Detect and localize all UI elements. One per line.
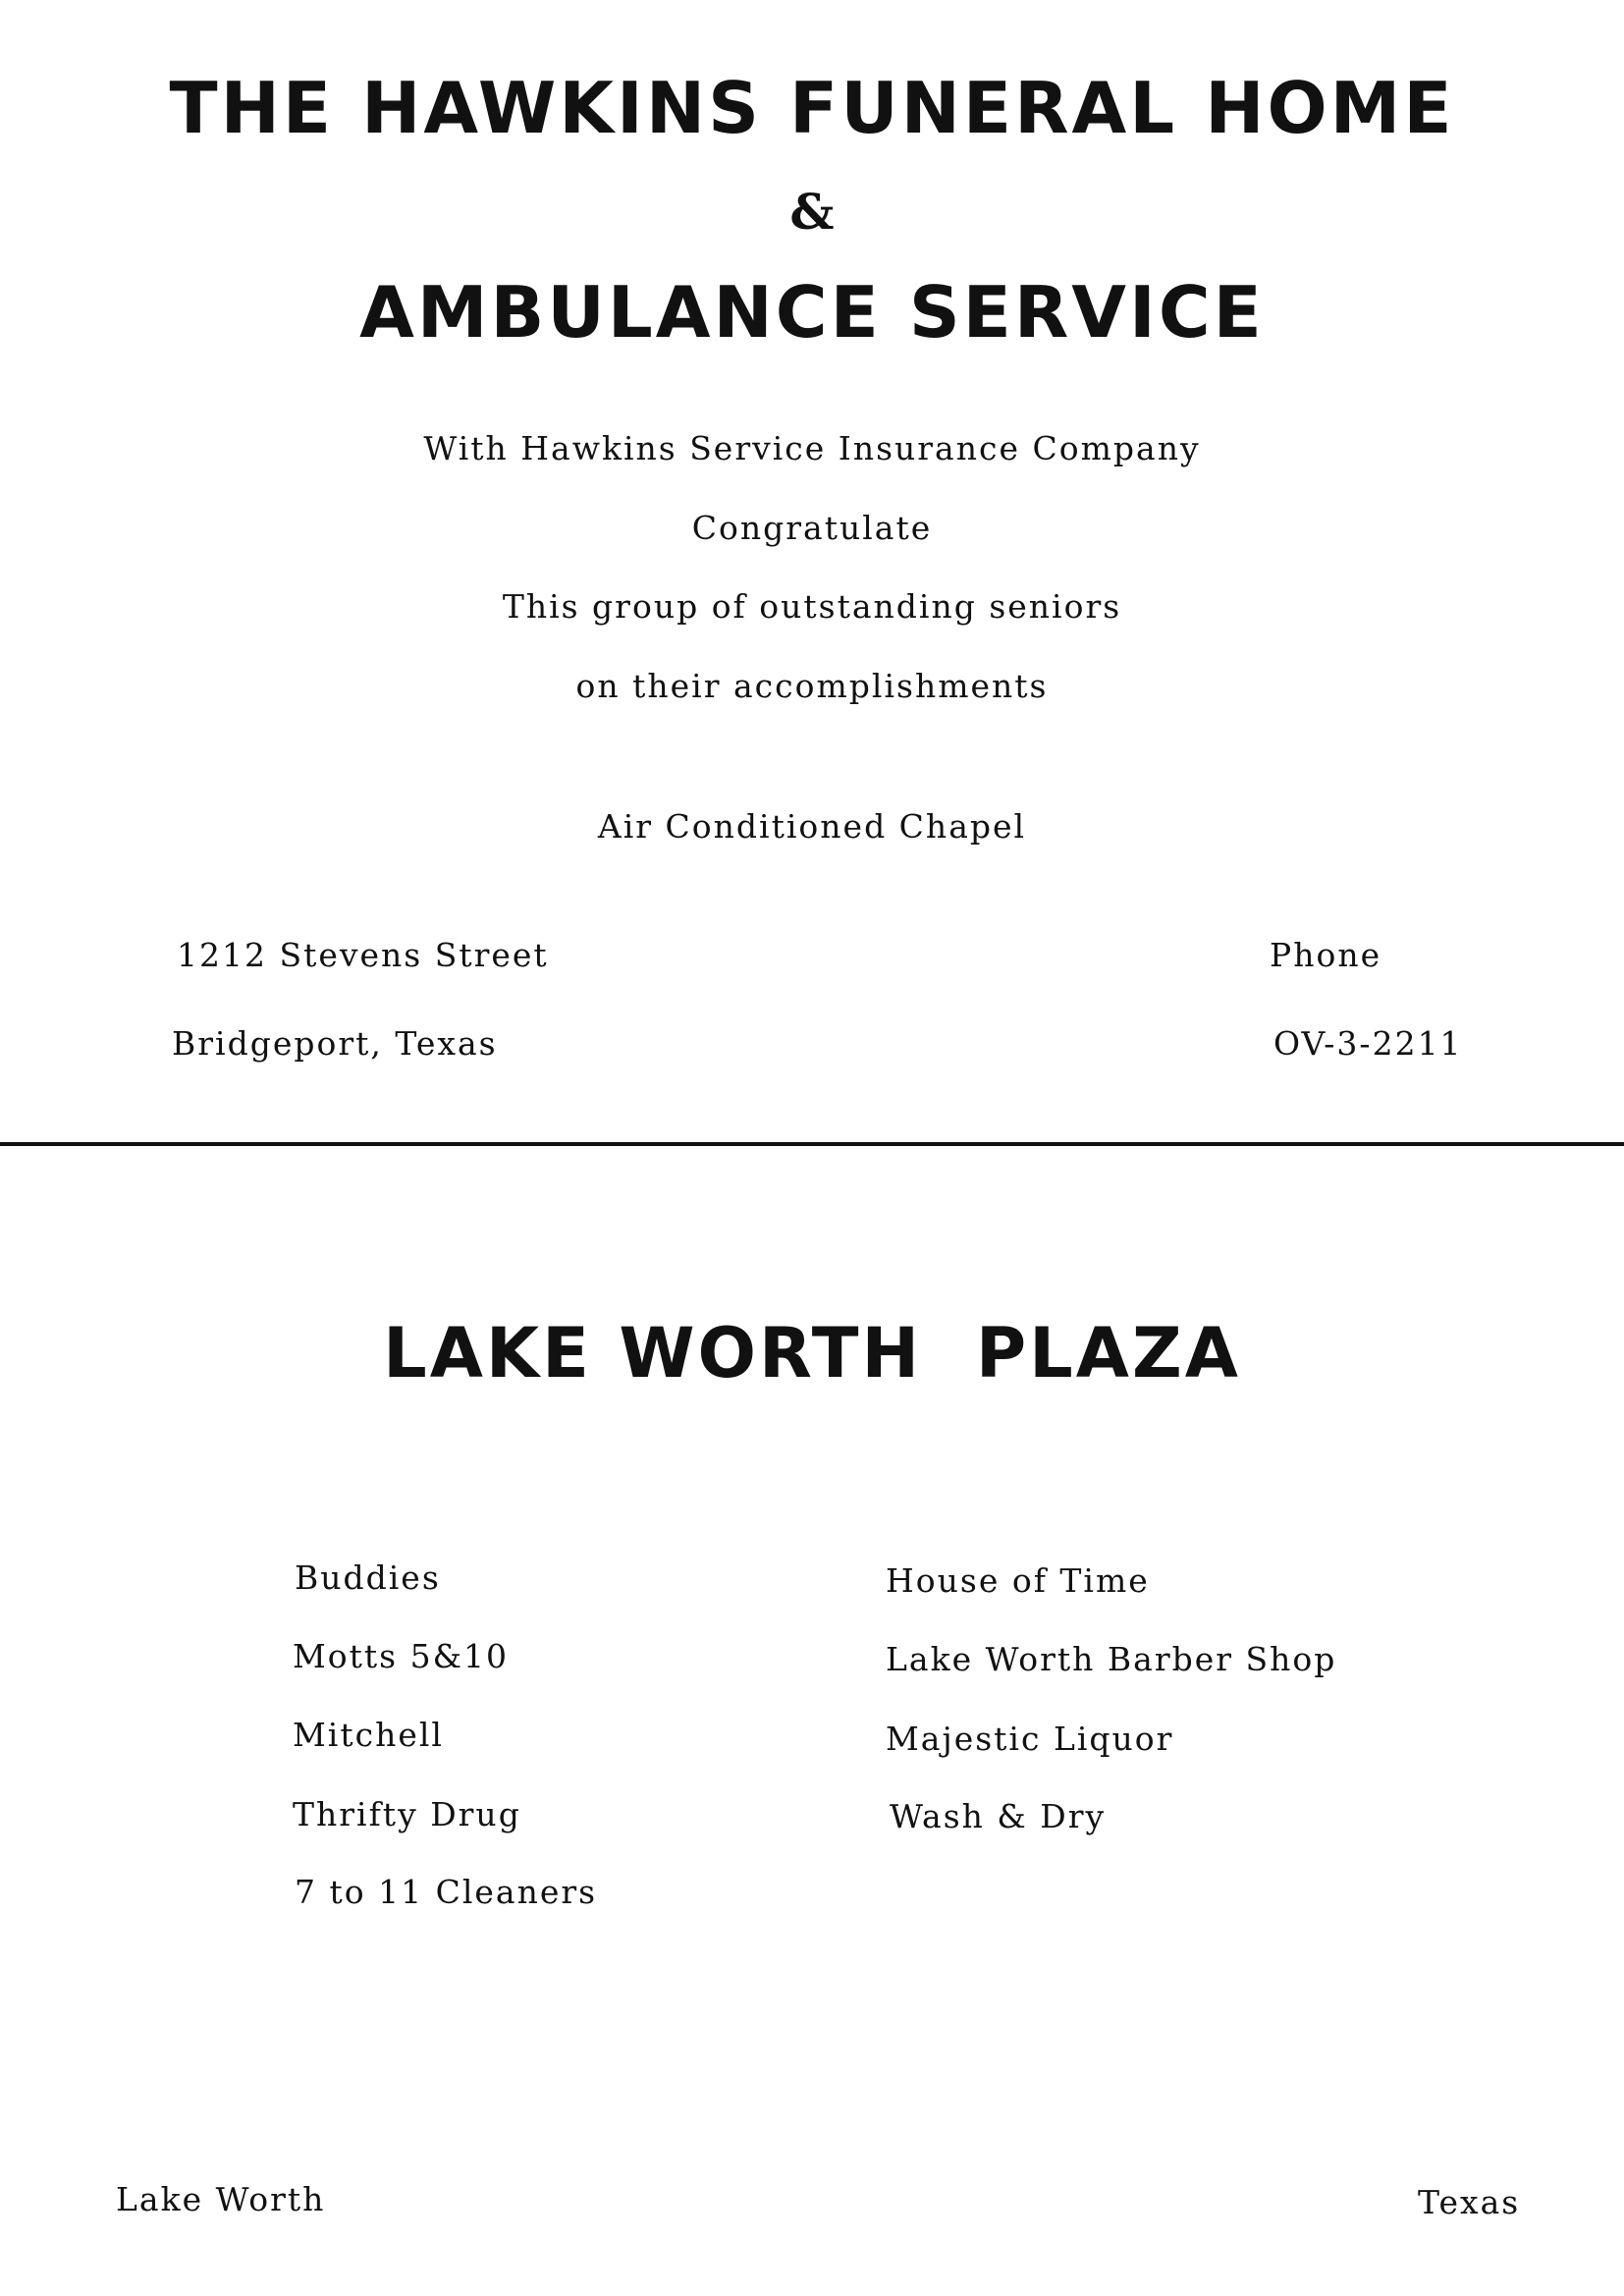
lake-worth-plaza-title: LAKE WORTH PLAZA [383, 1313, 1241, 1394]
plaza-store-cleaners: 7 to 11 Cleaners [295, 1873, 598, 1911]
hawkins-phone-number: OV-3-2211 [1273, 1024, 1463, 1063]
plaza-footer-city: Lake Worth [116, 2180, 326, 2218]
plaza-store-wash-dry: Wash & Dry [890, 1797, 1107, 1835]
hawkins-ampersand: & [789, 183, 835, 241]
hawkins-title-line1: THE HAWKINS FUNERAL HOME [169, 67, 1455, 149]
plaza-store-house-of-time: House of Time [886, 1561, 1150, 1600]
hawkins-line-seniors: This group of outstanding seniors [502, 587, 1122, 626]
hawkins-chapel: Air Conditioned Chapel [597, 807, 1027, 846]
hawkins-address-city: Bridgeport, Texas [172, 1024, 498, 1063]
hawkins-title-line2: AMBULANCE SERVICE [359, 271, 1265, 354]
hawkins-line-accomplishments: on their accomplishments [575, 667, 1049, 705]
hawkins-address-street: 1212 Stevens Street [177, 936, 549, 974]
hawkins-line-congratulate: Congratulate [691, 509, 933, 547]
plaza-store-buddies: Buddies [295, 1558, 441, 1597]
plaza-store-majestic-liquor: Majestic Liquor [886, 1720, 1174, 1758]
plaza-store-mitchell: Mitchell [293, 1716, 444, 1754]
plaza-store-motts: Motts 5&10 [293, 1637, 509, 1675]
plaza-footer-state: Texas [1418, 2183, 1521, 2221]
plaza-store-thrifty-drug: Thrifty Drug [293, 1795, 521, 1833]
hawkins-line-insurance: With Hawkins Service Insurance Company [423, 429, 1201, 467]
hawkins-phone-label: Phone [1270, 936, 1382, 974]
plaza-store-barber-shop: Lake Worth Barber Shop [886, 1640, 1337, 1678]
ad-divider [0, 1142, 1624, 1146]
